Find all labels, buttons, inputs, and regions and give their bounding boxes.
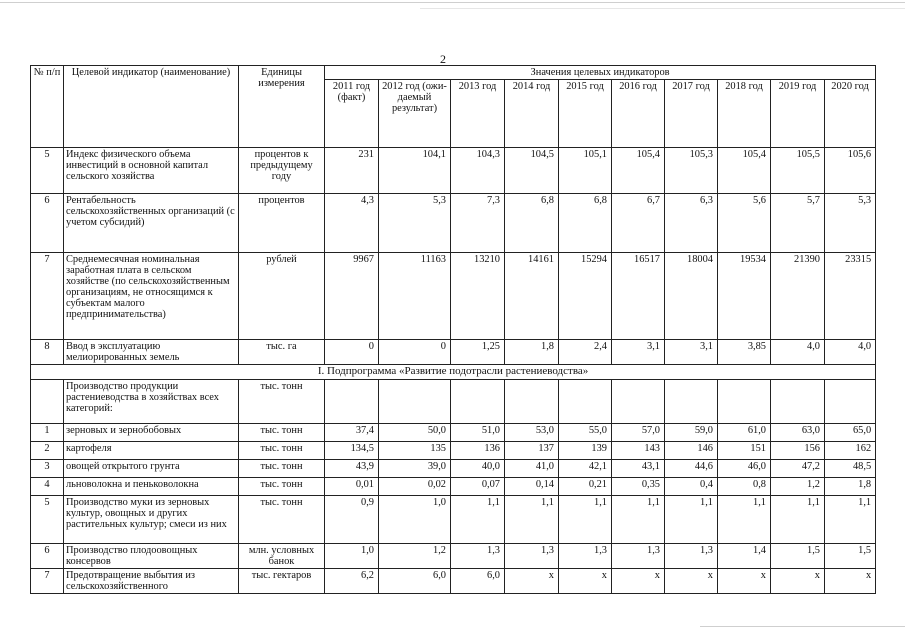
row-number: 8 [31,340,64,365]
value-cell: 47,2 [771,459,825,477]
value-cell: 16517 [612,253,665,340]
value-cell: х [612,568,665,593]
value-cell: 1,5 [825,543,876,568]
value-cell: 1,25 [451,340,505,365]
indicator-name: Производство плодоовощных консервов [64,543,239,568]
row-number: 3 [31,459,64,477]
value-cell: 57,0 [612,423,665,441]
table-row [31,194,876,253]
value-cell: 1,8 [505,340,559,365]
value-cell: 3,85 [718,340,771,365]
value-cell: 1,1 [612,495,665,543]
unit: тыс. тонн [239,495,325,543]
value-cell: 104,3 [451,148,505,194]
value-cell: 105,5 [771,148,825,194]
value-cell: 139 [559,441,612,459]
scan-edge-line [700,626,905,627]
value-cell: 6,3 [665,194,718,253]
value-cell: 0,14 [505,477,559,495]
value-cell: 231 [325,148,379,194]
unit: тыс. тонн [239,477,325,495]
indicator-name: Ввод в эксплуатацию мелиорированных земель [64,340,239,365]
value-cell [771,379,825,423]
value-cell: 1,3 [559,543,612,568]
value-cell: 137 [505,441,559,459]
value-cell: 0 [379,340,451,365]
value-cell [379,379,451,423]
value-cell: 6,2 [325,568,379,593]
value-cell: 0,21 [559,477,612,495]
value-cell: 1,1 [559,495,612,543]
table-row [31,543,876,568]
page-number: 2 [440,52,446,66]
indicator-name: Индекс физического объема инвестиций в основной капитал сельского хозяйства [64,148,239,194]
row-number [31,379,64,423]
value-cell: 104,5 [505,148,559,194]
value-cell [612,379,665,423]
indicator-name: овощей открытого грунта [64,459,239,477]
value-cell: 51,0 [451,423,505,441]
value-cell: 1,1 [718,495,771,543]
row-number: 5 [31,148,64,194]
value-cell [505,379,559,423]
unit: тыс. тонн [239,459,325,477]
row-number: 6 [31,194,64,253]
value-cell: 5,6 [718,194,771,253]
group-row [31,379,876,423]
scan-edge-line [0,2,905,3]
row-number: 6 [31,543,64,568]
value-cell: 5,7 [771,194,825,253]
value-cell: 3,1 [665,340,718,365]
value-cell: 1,8 [825,477,876,495]
indicators-table [30,65,876,594]
table-row [31,495,876,543]
indicator-name: зерновых и зернобобовых [64,423,239,441]
value-cell: х [559,568,612,593]
value-cell: 1,1 [771,495,825,543]
value-cell: 7,3 [451,194,505,253]
year-header: 2016 год [612,80,665,148]
unit: млн. условных банок [239,543,325,568]
value-cell: 156 [771,441,825,459]
value-cell: 0,35 [612,477,665,495]
value-cell: 23315 [825,253,876,340]
value-cell: 53,0 [505,423,559,441]
unit: процентов к предыдущему году [239,148,325,194]
value-cell: 18004 [665,253,718,340]
value-cell: 40,0 [451,459,505,477]
value-cell: 6,0 [379,568,451,593]
value-cell: 44,6 [665,459,718,477]
value-cell: 1,1 [451,495,505,543]
value-cell: 134,5 [325,441,379,459]
unit: тыс. га [239,340,325,365]
value-cell: 48,5 [825,459,876,477]
value-cell: 6,7 [612,194,665,253]
value-cell: 1,0 [325,543,379,568]
value-cell: 4,0 [771,340,825,365]
unit: рублей [239,253,325,340]
value-cell: 105,4 [718,148,771,194]
value-cell: 1,3 [505,543,559,568]
value-cell: 0,01 [325,477,379,495]
value-cell: 1,0 [379,495,451,543]
value-cell: 6,8 [505,194,559,253]
year-header: 2020 год [825,80,876,148]
value-cell: 1,4 [718,543,771,568]
value-cell: 41,0 [505,459,559,477]
value-cell: 2,4 [559,340,612,365]
value-cell: 0,02 [379,477,451,495]
indicator-name: картофеля [64,441,239,459]
group-name: Производство продукции растениеводства в хозяйствах всех категорий: [64,379,239,423]
value-cell: 105,3 [665,148,718,194]
header-num: № п/п [31,66,64,148]
value-cell: 14161 [505,253,559,340]
value-cell: 1,1 [665,495,718,543]
value-cell: 151 [718,441,771,459]
value-cell: 11163 [379,253,451,340]
value-cell: 4,3 [325,194,379,253]
value-cell [325,379,379,423]
value-cell: 0,07 [451,477,505,495]
value-cell: х [771,568,825,593]
indicator-name: Рентабельность сельскохозяйственных организаций (с учетом субсидий) [64,194,239,253]
value-cell: 4,0 [825,340,876,365]
year-header: 2011 год (факт) [325,80,379,148]
value-cell: 5,3 [379,194,451,253]
value-cell: х [505,568,559,593]
table-row [31,340,876,365]
value-cell [825,379,876,423]
value-cell: 1,2 [771,477,825,495]
indicator-name: Среднемесячная номинальная заработная плата в сельском хозяйстве (по сельскохозяйственным организациям, не относящимся к субъектам малого предпринимательства) [64,253,239,340]
value-cell: 1,3 [665,543,718,568]
value-cell: 61,0 [718,423,771,441]
unit: тыс. тонн [239,379,325,423]
section-title: I. Подпрограмма «Развитие подотрасли растениеводства» [31,365,876,380]
value-cell: 1,3 [451,543,505,568]
value-cell: 0,9 [325,495,379,543]
year-header: 2019 год [771,80,825,148]
value-cell: 42,1 [559,459,612,477]
value-cell: 1,1 [825,495,876,543]
row-number: 7 [31,253,64,340]
table-row [31,253,876,340]
table-row [31,423,876,441]
year-header: 2013 год [451,80,505,148]
value-cell: 104,1 [379,148,451,194]
table-row [31,441,876,459]
value-cell: 37,4 [325,423,379,441]
year-header: 2015 год [559,80,612,148]
value-cell: 13210 [451,253,505,340]
value-cell: 6,0 [451,568,505,593]
scan-edge-line [420,8,905,9]
value-cell: 15294 [559,253,612,340]
table-body [31,66,876,594]
value-cell: 6,8 [559,194,612,253]
indicator-name: Предотвращение выбытия из сельскохозяйственного [64,568,239,593]
value-cell: 50,0 [379,423,451,441]
value-cell: 105,4 [612,148,665,194]
header-values: Значения целевых индикаторов [325,66,876,80]
header-indicator: Целевой индикатор (наименование) [64,66,239,148]
value-cell: 0,4 [665,477,718,495]
value-cell: 1,2 [379,543,451,568]
indicator-name: Производство муки из зерновых культур, овощных и других растительных культур; смеси из них [64,495,239,543]
indicator-name: льноволокна и пеньковолокна [64,477,239,495]
row-number: 5 [31,495,64,543]
value-cell: 162 [825,441,876,459]
unit: процентов [239,194,325,253]
value-cell: х [825,568,876,593]
value-cell: 43,9 [325,459,379,477]
section-row [31,365,876,380]
table-row [31,568,876,593]
value-cell: 65,0 [825,423,876,441]
value-cell: 1,1 [505,495,559,543]
value-cell: х [718,568,771,593]
value-cell: 136 [451,441,505,459]
row-number: 2 [31,441,64,459]
value-cell: 55,0 [559,423,612,441]
value-cell: 1,3 [612,543,665,568]
value-cell: 135 [379,441,451,459]
page-bottom-cut [0,605,905,640]
value-cell: 46,0 [718,459,771,477]
value-cell: 3,1 [612,340,665,365]
value-cell [559,379,612,423]
row-number: 4 [31,477,64,495]
value-cell: 143 [612,441,665,459]
unit: тыс. гектаров [239,568,325,593]
table-row [31,477,876,495]
year-header: 2017 год [665,80,718,148]
value-cell [665,379,718,423]
table-row [31,459,876,477]
indicators-table-sheet [30,65,875,605]
unit: тыс. тонн [239,423,325,441]
year-header: 2018 год [718,80,771,148]
value-cell: 105,6 [825,148,876,194]
value-cell: 1,5 [771,543,825,568]
value-cell: 0 [325,340,379,365]
value-cell: 21390 [771,253,825,340]
value-cell: 63,0 [771,423,825,441]
value-cell: 105,1 [559,148,612,194]
value-cell: 19534 [718,253,771,340]
value-cell: 59,0 [665,423,718,441]
year-header: 2012 год (ожи-даемый результат) [379,80,451,148]
table-row [31,148,876,194]
row-number: 7 [31,568,64,593]
header-units: Единицы измерения [239,66,325,148]
value-cell: 43,1 [612,459,665,477]
value-cell [451,379,505,423]
value-cell: 39,0 [379,459,451,477]
value-cell: 0,8 [718,477,771,495]
value-cell: 5,3 [825,194,876,253]
value-cell: 9967 [325,253,379,340]
row-number: 1 [31,423,64,441]
year-header: 2014 год [505,80,559,148]
value-cell [718,379,771,423]
value-cell: х [665,568,718,593]
unit: тыс. тонн [239,441,325,459]
value-cell: 146 [665,441,718,459]
